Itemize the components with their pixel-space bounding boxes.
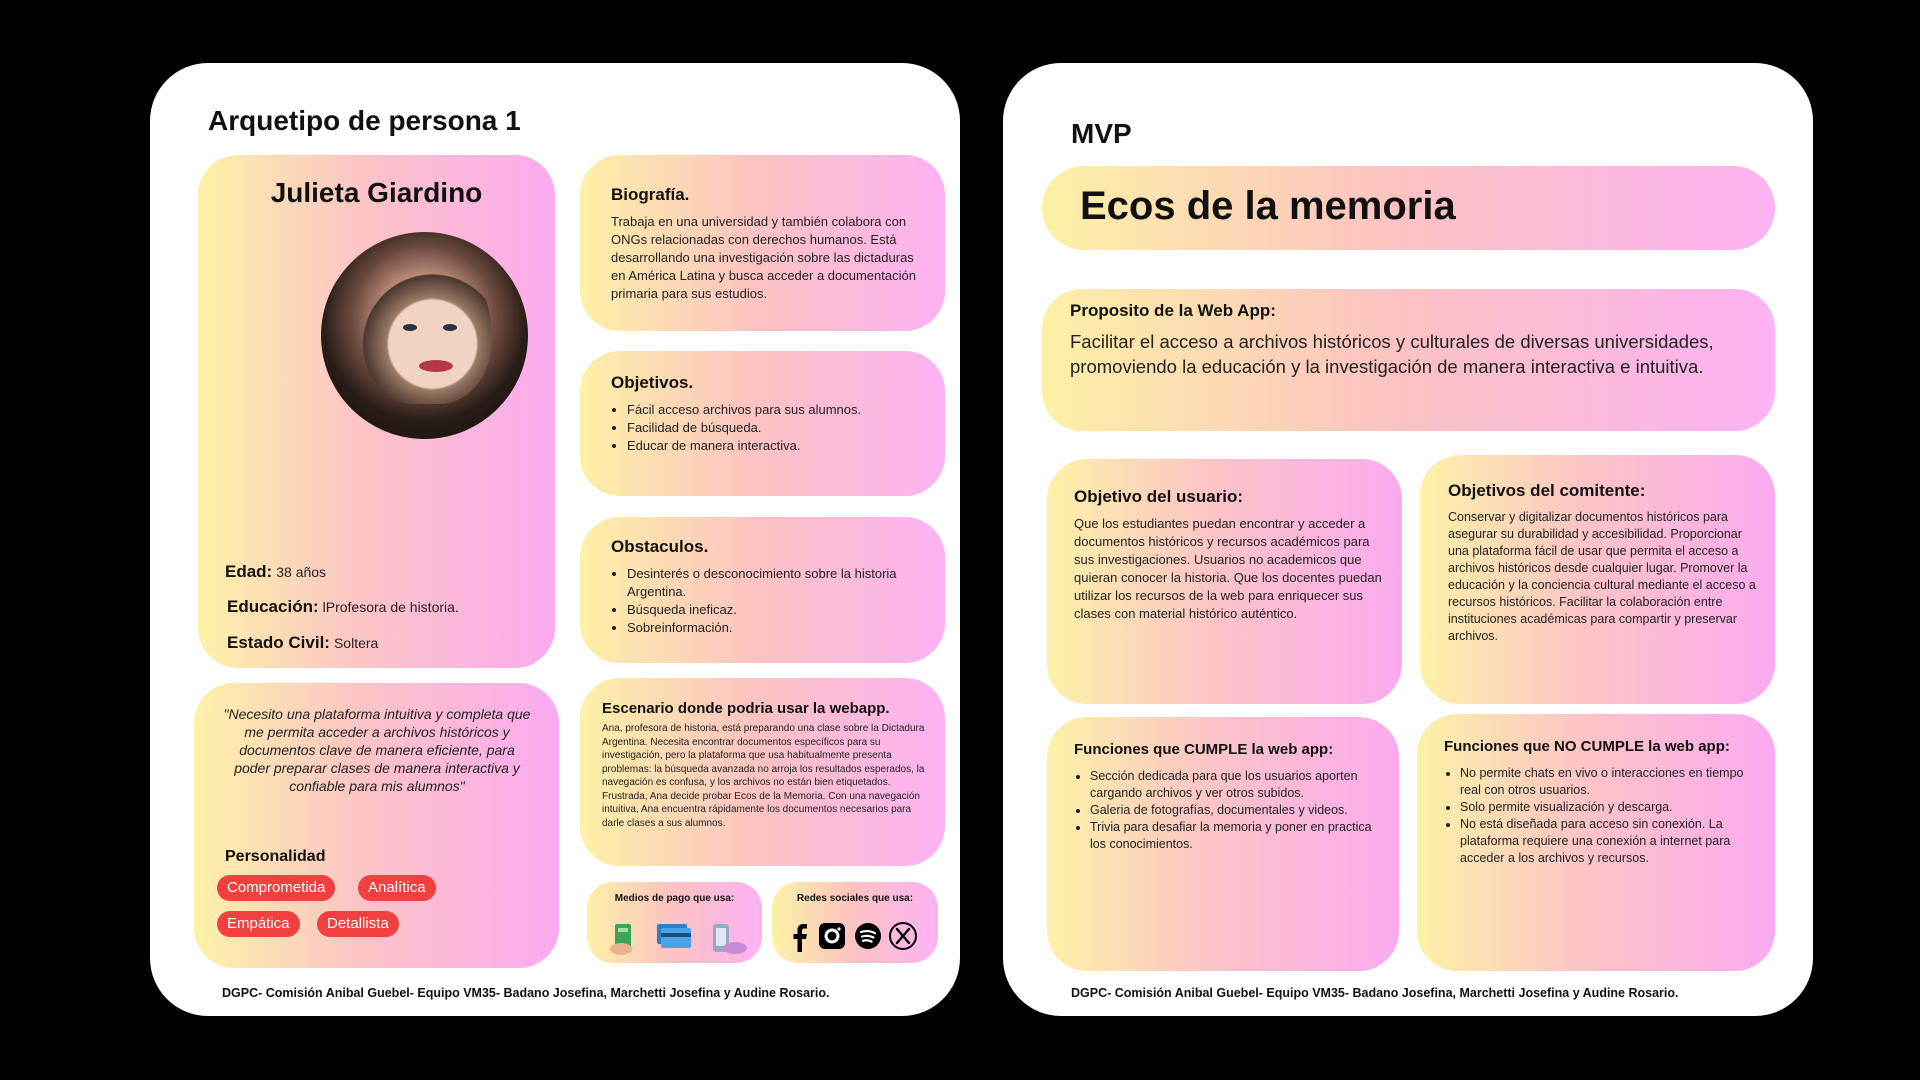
attr-education: Educación: lProfesora de historia.	[227, 597, 459, 616]
purpose-title: Proposito de la Web App:	[1070, 301, 1276, 320]
persona-page	[150, 63, 960, 1016]
app-name: Ecos de la memoria	[1080, 184, 1456, 228]
payment-title: Medios de pago que usa:	[614, 893, 735, 904]
list-item: • No permite chats en vivo o interacciones en tiempo real con otros usuarios.	[1460, 765, 1759, 799]
user-goal-text: Que los estudiantes puedan encontrar y acceder a documentos históricos y recursos académicos para sus investigaciones. Usuarios no academicos que quieran conocer la historia. Que los docentes puedan utilizar los recursos de la web para enriquecer sus clases con material histórico auténtico.	[1074, 516, 1382, 621]
personality-tag: Detallista	[317, 911, 399, 937]
user-goal-title: Objetivo del usuario:	[1074, 487, 1244, 506]
attr-occupation	[228, 667, 459, 668]
biography-text: Trabaja en una universidad y también colabora con ONGs relacionadas con derechos humanos. Está desarrollando una investigación sobre las dictaduras en América Latina y busca acceder a documentación primaria para sus estudios.	[611, 214, 916, 301]
objectives-card	[580, 351, 945, 496]
footer-credits: DGPC- Comisión Anibal Guebel- Equipo VM35- Badano Josefina, Marchetti Josefina y Audine Rosario.	[222, 986, 830, 1000]
client-goal-card	[1420, 455, 1775, 704]
client-goal-text: Conservar y digitalizar documentos históricos para asegurar su durabilidad y accesibilidad. Proporcionar una plataforma fácil de usar que permita el acceso a archivos históricos desde cualquier lugar. Promover la educación y la conciencia cultural mediante el acceso a recursos históricos. Facilitar la colaboración entre instituciones académicas para compartir y preservar archivos.	[1448, 510, 1756, 643]
credit-card-icon	[655, 922, 693, 950]
functions-yes-card	[1047, 717, 1399, 971]
purpose-text: Facilitar el acceso a archivos históricos y culturales de diversas universidades, promoviendo la educación y la investigación de manera interactiva e intuitiva.	[1070, 331, 1714, 377]
profile-card	[198, 155, 555, 668]
list-item: • Sección dedicada para que los usuarios aporten cargando archivos y ver otros subidos.	[1090, 768, 1383, 802]
obstacles-card	[580, 517, 945, 663]
persona-quote: "Necesito una plataforma intuitiva y completa que me permita acceder a archivos históricos y documentos clave de manera eficiente, para poder preparar clases de manera interactiva y confiable para mis alumnos"	[223, 706, 531, 794]
social-networks-card	[772, 882, 938, 963]
quote-card	[194, 683, 559, 968]
scenario-title: Escenario donde podria usar la webapp.	[602, 700, 890, 717]
list-item: • Desinterés o desconocimiento sobre la historia Argentina.	[627, 565, 919, 601]
scenario-text: Ana, profesora de historia, está preparando una clase sobre la Dictadura Argentina. Necesita encontrar documentos específicos para su investigación, pero la plataforma que usa habitualmente presenta problemas: la búsqueda avanzada no arroja los resultados esperados, la navegación es confusa, y los archivos no están bien etiquetados. Frustrada, Ana decide probar Ecos de la Memoria. Con una navegación intuitiva, Ana encuentra rápidamente los documentos necesarios para darle clases a sus alumnos.	[602, 723, 925, 829]
spotify-icon	[854, 922, 882, 950]
functions-no-card	[1417, 714, 1775, 971]
facebook-icon	[792, 922, 808, 952]
footer-credits: DGPC- Comisión Anibal Guebel- Equipo VM35- Badano Josefina, Marchetti Josefina y Audine Rosario.	[1071, 986, 1679, 1000]
mvp-page	[1003, 63, 1813, 1016]
instagram-icon	[818, 922, 846, 950]
list-item: • Educar de manera interactiva.	[627, 437, 919, 455]
list-item: • Sobreinformación.	[627, 619, 919, 637]
client-goal-title: Objetivos del comitente:	[1448, 481, 1646, 500]
cash-icon	[609, 922, 639, 956]
scenario-card	[580, 678, 945, 866]
x-icon	[889, 922, 917, 950]
user-goal-card	[1047, 459, 1402, 704]
attr-civil-status: Estado Civil: Soltera	[227, 633, 379, 652]
obstacles-title: Obstaculos.	[611, 537, 709, 556]
functions-yes-title: Funciones que CUMPLE la web app:	[1074, 741, 1334, 758]
personality-tag: Comprometida	[217, 875, 335, 901]
personality-tag: Analítica	[358, 875, 436, 901]
payment-methods-card	[587, 882, 762, 963]
list-item: • Búsqueda ineficaz.	[627, 601, 919, 619]
attr-age: Edad: 38 años	[225, 562, 327, 581]
mobile-payment-icon	[707, 922, 749, 956]
page-title: MVP	[1071, 118, 1132, 149]
avatar	[321, 232, 528, 439]
biography-title: Biografía.	[611, 185, 690, 204]
functions-no-title: Funciones que NO CUMPLE la web app:	[1444, 738, 1730, 755]
list-item: • Solo permite visualización y descarga.	[1460, 799, 1759, 816]
app-name-card	[1042, 166, 1775, 250]
list-item: • Trivia para desafiar la memoria y poner en practica los conocimientos.	[1090, 819, 1383, 853]
purpose-card	[1042, 289, 1775, 431]
list-item: • Galeria de fotografías, documentales y videos.	[1090, 802, 1383, 819]
list-item: • No está diseñada para acceso sin conexión. La plataforma requiere una conexión a internet para acceder a los archivos y recursos.	[1460, 816, 1759, 867]
objectives-title: Objetivos.	[611, 373, 694, 392]
social-title: Redes sociales que usa:	[796, 893, 914, 904]
list-item: • Facilidad de búsqueda.	[627, 419, 919, 437]
personality-title: Personalidad	[225, 848, 326, 865]
biography-card	[580, 155, 945, 331]
list-item: • Fácil acceso archivos para sus alumnos.	[627, 401, 919, 419]
personality-tag: Empática	[217, 911, 300, 937]
page-title: Arquetipo de persona 1	[208, 105, 521, 136]
persona-name: Julieta Giardino	[270, 177, 483, 208]
